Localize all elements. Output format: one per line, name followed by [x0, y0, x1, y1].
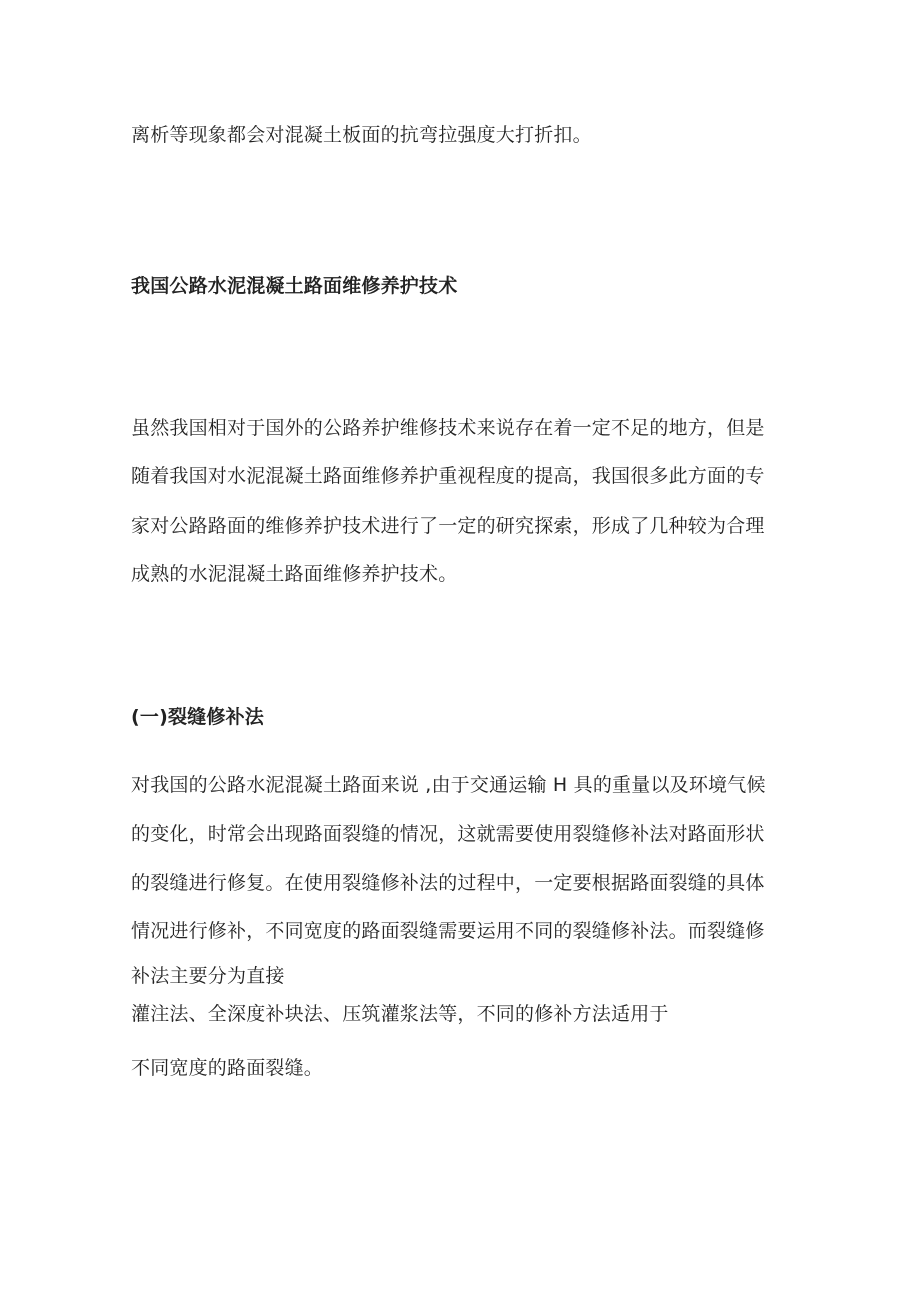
paragraph-line: 虽然我国相对于国外的公路养护维修技术来说存在着一定不足的地方，但是: [131, 417, 765, 439]
paragraph-line: 离析等现象都会对混凝土板面的抗弯拉强度大打折扣。: [131, 124, 592, 146]
paragraph-line: 情况进行修补，不同宽度的路面裂缝需要运用不同的裂缝修补法。而裂缝修: [131, 920, 765, 942]
paragraph-line: 成熟的水泥混凝土路面维修养护技术。: [131, 563, 458, 585]
section-heading: 我国公路水泥混凝土路面维修养护技术: [131, 275, 458, 297]
paragraph-line: 随着我国对水泥混凝土路面维修养护重视程度的提高，我国很多此方面的专: [131, 465, 765, 487]
subsection-heading: (一)裂缝修补法: [131, 706, 264, 728]
paragraph-line: 不同宽度的路面裂缝。: [131, 1057, 324, 1079]
paragraph-line: 灌注法、全深度补块法、压筑灌浆法等，不同的修补方法适用于: [131, 1003, 669, 1025]
paragraph-line: 的裂缝进行修复。在使用裂缝修补法的过程中，一定要根据路面裂缝的具体: [131, 872, 765, 894]
paragraph-line: 的变化，时常会出现路面裂缝的情况，这就需要使用裂缝修补法对路面形状: [131, 823, 765, 845]
paragraph-line: 补法主要分为直接: [131, 965, 285, 987]
paragraph-line: 对我国的公路水泥混凝土路面来说 ,由于交通运输 H 具的重量以及环境气候: [131, 774, 766, 796]
paragraph-line: 家对公路路面的维修养护技术进行了一定的研究探索，形成了几种较为合理: [131, 515, 765, 537]
